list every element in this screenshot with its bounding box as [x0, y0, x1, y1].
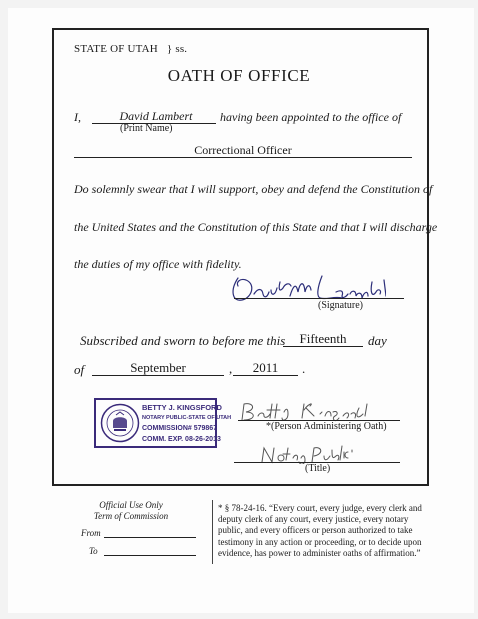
official-use-heading — [72, 500, 190, 522]
appointee-name: David Lambert — [119, 109, 193, 123]
from-label: From — [81, 528, 101, 538]
from-field[interactable] — [104, 537, 196, 538]
administrator-signature-image — [238, 400, 378, 422]
ss-marker: } ss. — [166, 43, 188, 55]
oath-line-3: the duties of my office with fidelity. — [74, 257, 242, 271]
day-value: Fifteenth — [299, 331, 347, 346]
year-value: 2011 — [252, 360, 279, 375]
administrator-label: *(Person Administering Oath) — [266, 421, 387, 432]
to-field[interactable] — [104, 555, 196, 556]
document-title: OATH OF OFFICE — [167, 66, 311, 85]
date-period: . — [302, 361, 306, 376]
footer-divider — [212, 500, 213, 564]
official-use-only-label: Official Use Only — [99, 500, 163, 510]
signature-label: (Signature) — [318, 300, 363, 311]
oath-line-1: Do solemnly swear that I will support, obey and defend the Constitution of — [74, 182, 433, 196]
day-underline — [283, 346, 363, 347]
utah-state-seal-icon — [100, 403, 140, 443]
month-underline — [92, 375, 224, 376]
notary-state-line: NOTARY PUBLIC-STATE OF UTAH — [142, 415, 232, 421]
state-heading — [74, 43, 187, 55]
title-label: (Title) — [305, 463, 331, 474]
pronoun-label: I, — [74, 110, 81, 124]
print-name-label: (Print Name) — [120, 123, 173, 134]
subscribed-text: Subscribed and sworn to before me this — [80, 333, 286, 348]
of-label: of — [74, 362, 85, 377]
term-of-commission-label: Term of Commission — [93, 511, 169, 521]
appointed-text: having been appointed to the office of — [220, 110, 402, 124]
oath-line-2: the United States and the Constitution of this State and that I will discharge — [74, 220, 438, 234]
month-value: September — [130, 360, 186, 375]
statute-footnote: * § 78-24-16. “Every court, every judge, every clerk and deputy clerk of any court, every justice, every notary public, and every officers or person authorized to take testimony in any action or proceeding, or to decide upon evidence, has power to administer oaths of affirmation.” — [218, 503, 422, 558]
year-underline — [233, 375, 298, 376]
notary-stamp — [94, 398, 232, 448]
day-label: day — [368, 333, 387, 348]
office-underline — [74, 157, 412, 158]
notary-commission-number: COMMISSION# 579867 — [142, 425, 218, 432]
to-label: To — [89, 546, 98, 556]
notary-commission-expiry: COMM. EXP. 08-26-2013 — [142, 436, 221, 443]
date-comma: , — [229, 361, 233, 376]
state-name: STATE OF UTAH — [74, 43, 158, 55]
notary-name: BETTY J. KINGSFORD — [142, 403, 222, 412]
signature-underline — [234, 298, 404, 299]
administrator-title-signature-image — [258, 444, 368, 464]
office-title: Correctional Officer — [194, 143, 292, 157]
